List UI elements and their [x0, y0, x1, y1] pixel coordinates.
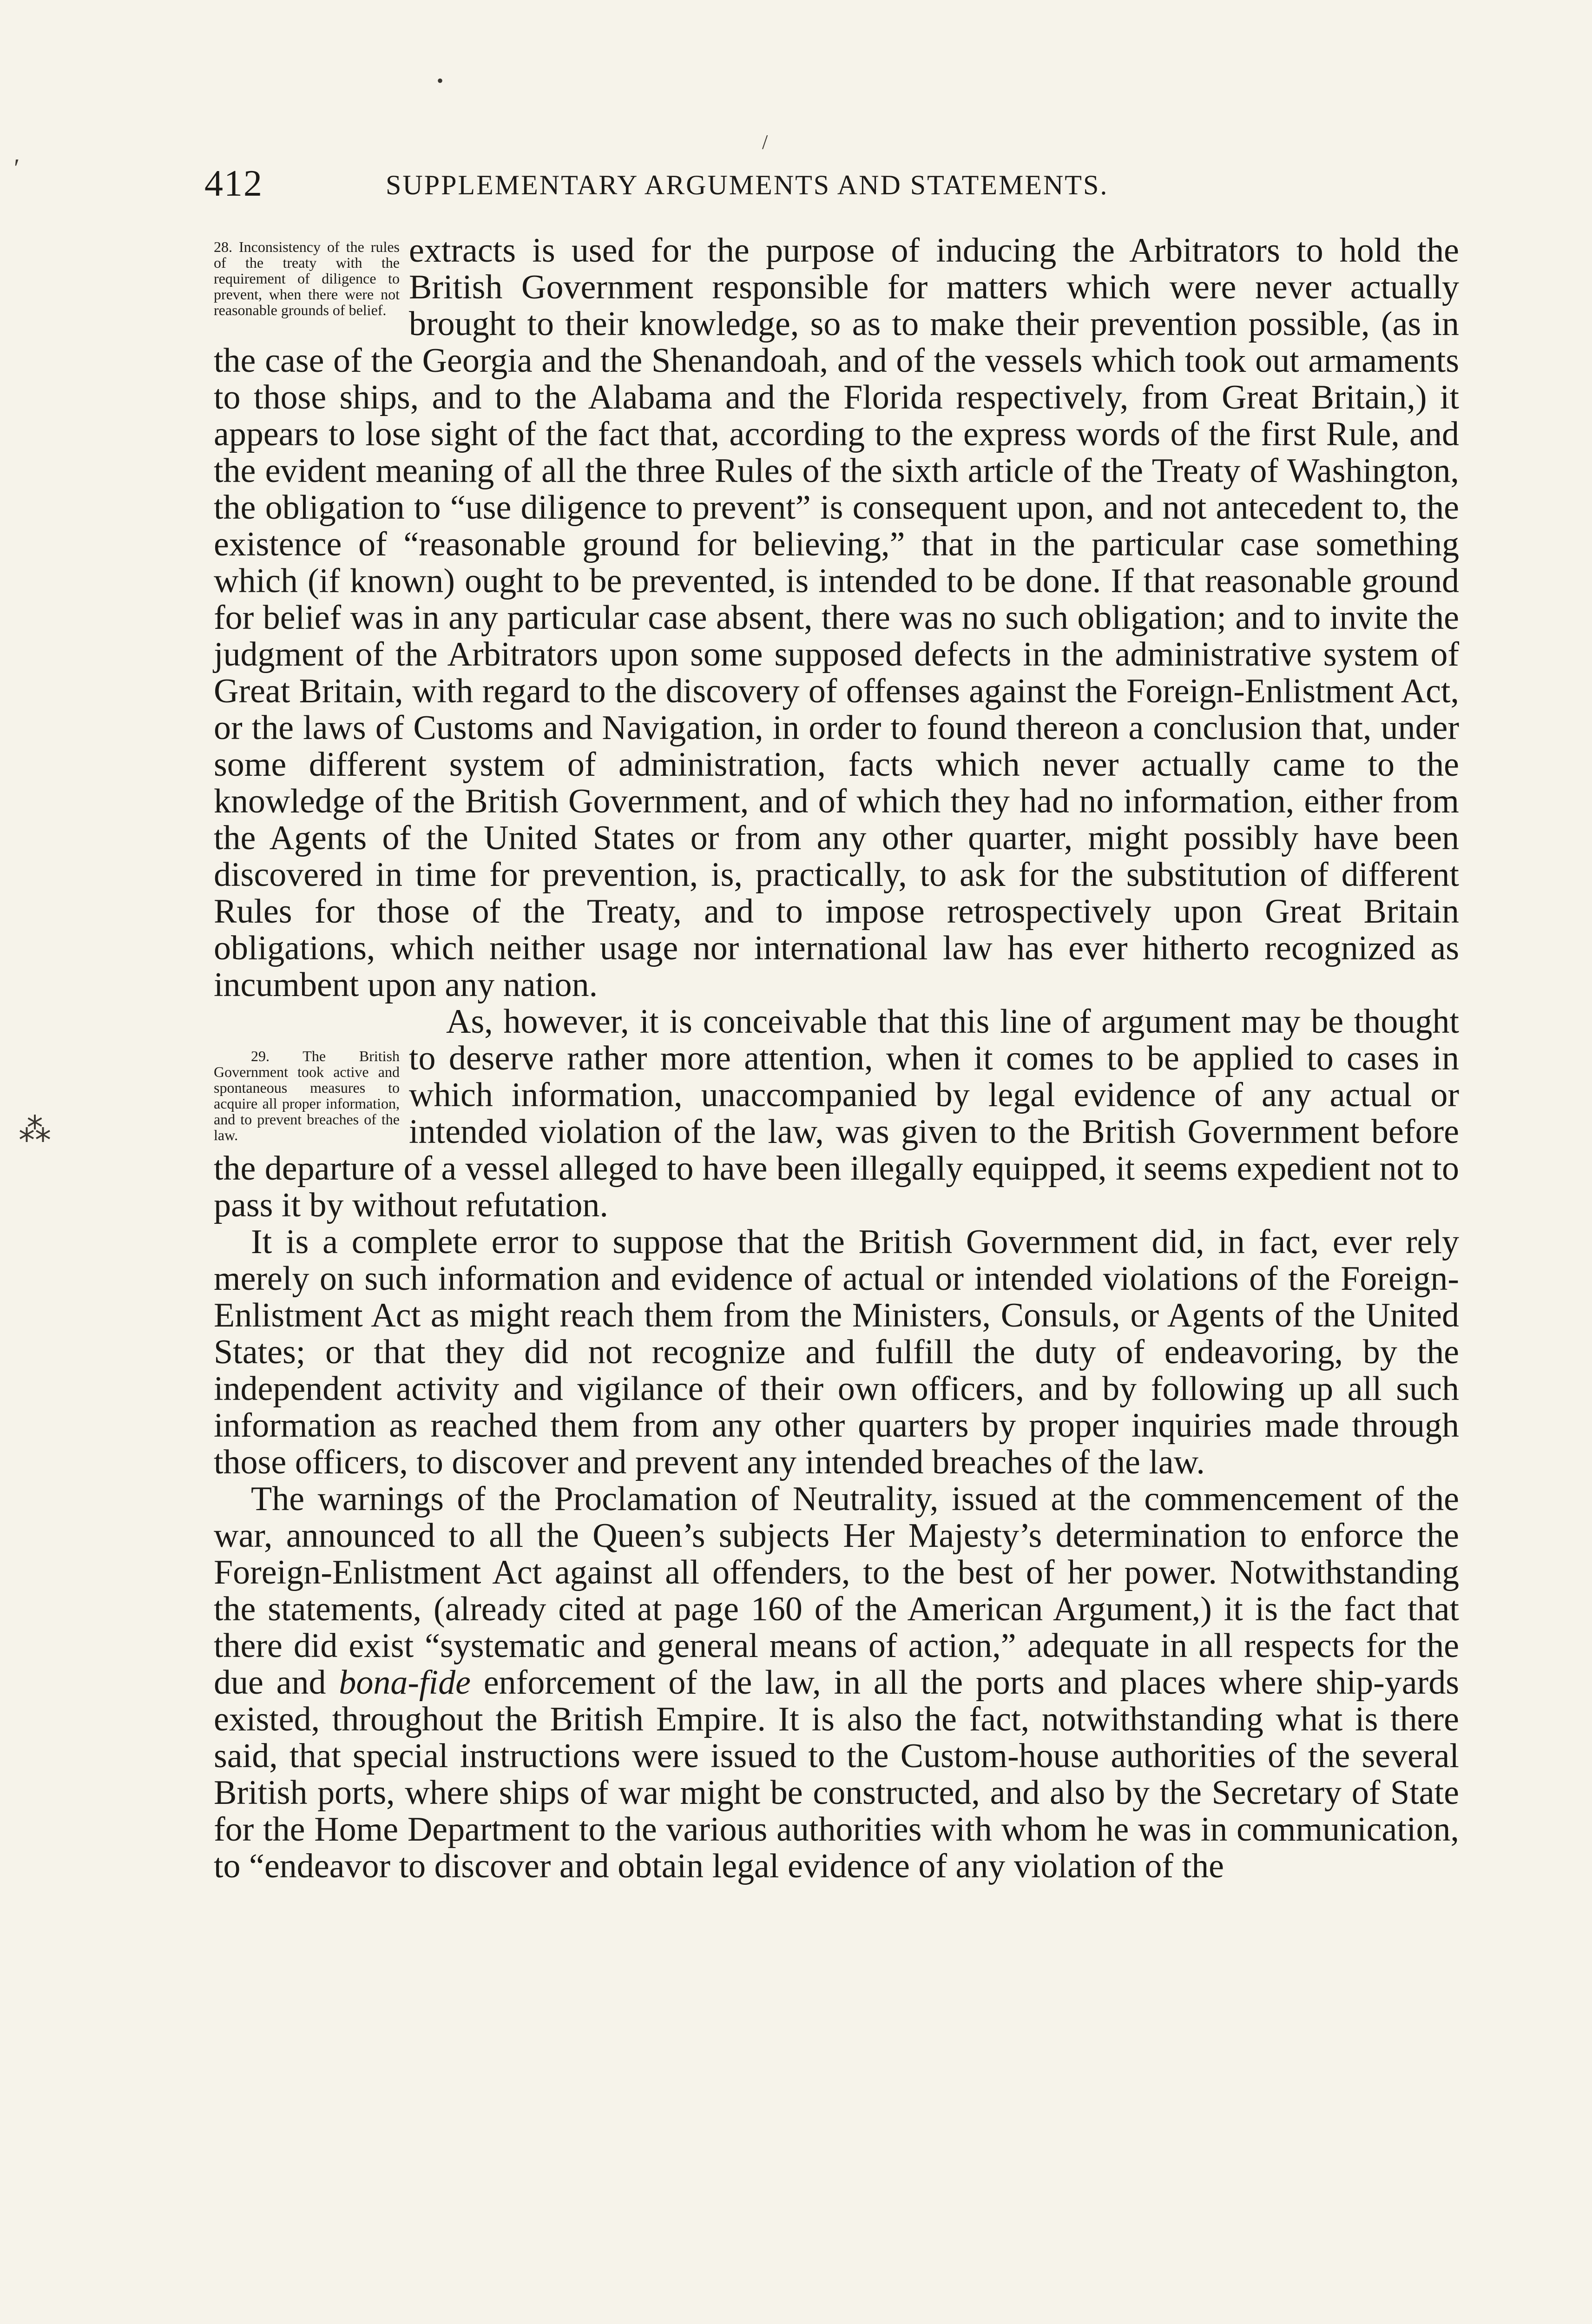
ink-tick: /	[762, 131, 768, 153]
page-number: 412	[204, 163, 263, 204]
margin-smudge: ⁂	[19, 1113, 51, 1149]
paragraph-1	[214, 232, 1459, 1004]
paragraph-4-italic: bona-fide	[339, 1664, 471, 1702]
paragraph-2-text: As, however, it is conceivable that this line of argument may be thought to deserve rather more attention, when it comes to be applied to cases in which information, unaccompanied by legal evidence of any actual or intended violation of the law, was given to the British Government before the departure of a vessel alleged to have been illegally equipped, it seems expedient not to pass it by without refutation.	[214, 1003, 1459, 1224]
paragraph-1-text: extracts is used for the purpose of inducing the Arbitrators to hold the British Government responsible for matters which were never actually brought to their knowledge, so as to make their prevention possible, (as in the case of the Georgia and the Shenandoah, and of the vessels which took out armaments to those ships, and to the Alabama and the Florida respectively, from Great Britain,) it appears to lose sight of the fact that, according to the express words of the first Rule, and the evident meaning of all the three Rules of the sixth article of the Treaty of Washington, the obligation to “use diligence to prevent” is consequent upon, and not antecedent to, the existence of “reasonable ground for believing,” that in the particular case something which (if known) ought to be prevented, is intended to be done. If that reasonable ground for belief was in any particular case absent, there was no such obligation; and to invite the judgment of the Arbitrators upon some supposed defects in the administrative system of Great Britain, with regard to the discovery of offenses against the Foreign-Enlistment Act, or the laws of Customs and Navigation, in order to found thereon a conclusion that, under some different system of administration, facts which never actually came to the knowledge of the British Government, and of which they had no information, either from the Agents of the United States or from any other quarter, might possibly have been discovered in time for prevention, is, practically, to ask for the substitution of different Rules for those of the Treaty, and to impose retrospectively upon Great Britain obligations, which neither usage nor international law has ever hitherto recognized as incumbent upon any nation.	[214, 231, 1459, 1004]
running-head: SUPPLEMENTARY ARGUMENTS AND STATEMENTS.	[386, 170, 1109, 200]
paragraph-4-text-b: enforcement of the law, in all the ports and places where ship-yards existed, throughout the British Empire. It is also the fact, notwithstanding what is there said, that special instructions were issued to the Custom-house authorities of the several British ports, where ships of war might be constructed, and also by the Secretary of State for the Home Department to the various authorities with whom he was in communication, to “endeavor to discover and obtain legal evidence of any violation of the	[214, 1664, 1459, 1885]
ink-tick-left: ′	[14, 154, 20, 183]
paragraph-3	[214, 1224, 1459, 1481]
page-body	[214, 232, 1459, 1885]
page-header	[204, 163, 1459, 205]
paragraph-4-text-a: The warnings of the Proclamation of Neutrality, issued at the commencement of the war, announced to all the Queen’s subjects Her Majesty’s determination to enforce the Foreign-Enlistment Act against all offenders, to the best of her power. Notwithstanding the statements, (already cited at page 160 of the American Argument,) it is the fact that there did exist “systematic and general means of action,” adequate in all respects for the due and	[214, 1480, 1459, 1702]
sidenote-29: 29. The British Government took active and spontaneous measures to acquire all proper information, and to prevent breaches of the law.	[214, 1048, 400, 1143]
paragraph-4	[214, 1481, 1459, 1885]
sidenote-28: 28. Inconsistency of the rules of the treaty with the requirement of diligence to prevent, when there were not reasonable grounds of belief.	[214, 238, 400, 318]
paragraph-2	[214, 1004, 1459, 1224]
paragraph-3-text: It is a complete error to suppose that the British Government did, in fact, ever rely merely on such information and evidence of actual or intended violations of the Foreign-Enlistment Act as might reach them from the Ministers, Consuls, or Agents of the United States; or that they did not recognize and fulfill the duty of endeavoring, by the independent activity and vigilance of their own officers, and by following up all such information as reached them from any other quarters by proper inquiries made through those officers, to discover and prevent any intended breaches of the law.	[214, 1223, 1459, 1481]
ink-speck: •	[437, 70, 444, 91]
